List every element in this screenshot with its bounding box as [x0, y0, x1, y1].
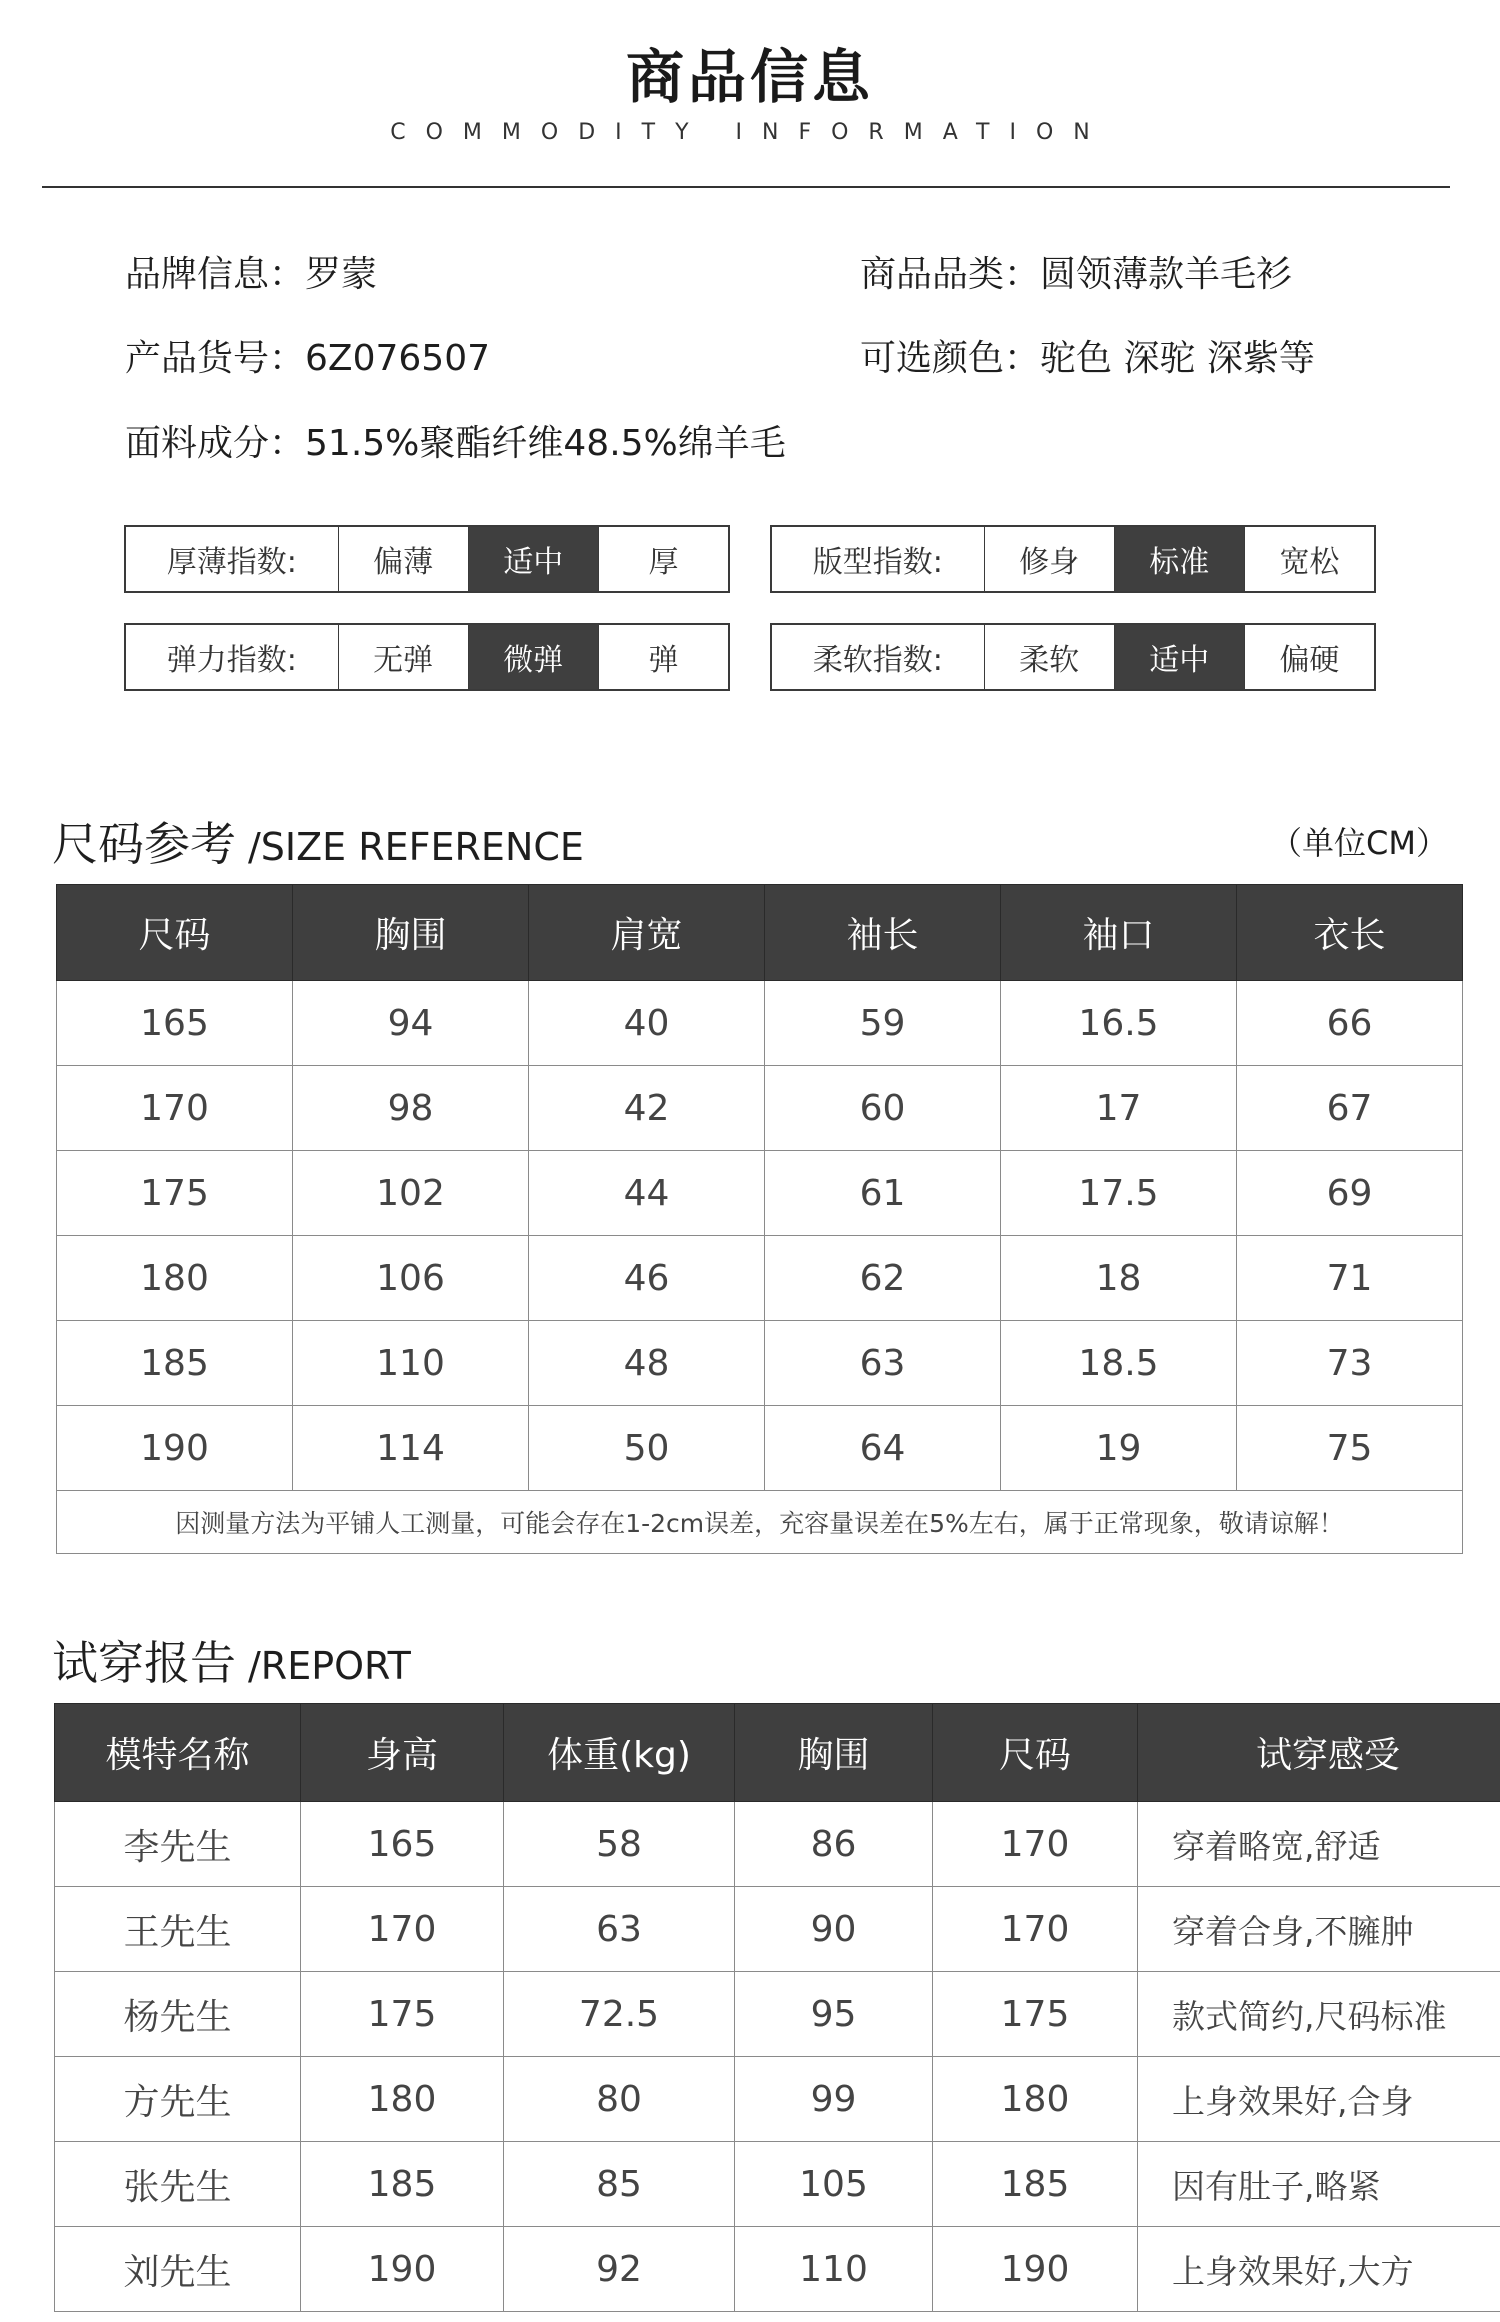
index-option: 修身	[984, 527, 1114, 591]
fabric-value: 51.5%聚酯纤维48.5%绵羊毛	[305, 423, 786, 464]
table-cell: 66	[1237, 981, 1463, 1066]
table-cell: 180	[57, 1236, 293, 1321]
table-row	[57, 1236, 1463, 1321]
softness-index	[770, 623, 1376, 691]
table-cell: 63	[765, 1321, 1001, 1406]
table-cell: 18.5	[1001, 1321, 1237, 1406]
brand-value: 罗蒙	[305, 254, 378, 295]
index-option: 偏薄	[338, 527, 468, 591]
table-cell: 18	[1001, 1236, 1237, 1321]
size-title-cn: 尺码参考	[52, 817, 236, 871]
index-label: 厚薄指数:	[166, 545, 297, 580]
table-cell: 110	[293, 1321, 529, 1406]
size-title-en: /SIZE REFERENCE	[248, 825, 584, 869]
table-cell: 92	[504, 2227, 735, 2312]
table-cell: 48	[529, 1321, 765, 1406]
color-label: 可选颜色：	[860, 338, 1041, 379]
size-section-title	[52, 808, 584, 874]
index-option: 柔软	[984, 625, 1114, 689]
header-divider	[42, 186, 1450, 188]
unit-label: （单位CM）	[1270, 824, 1448, 862]
table-cell: 44	[529, 1151, 765, 1236]
table-cell: 42	[529, 1066, 765, 1151]
table-cell: 190	[933, 2227, 1138, 2312]
table-cell: 102	[293, 1151, 529, 1236]
code-value: 6Z076507	[305, 338, 491, 379]
table-cell: 165	[301, 1802, 504, 1887]
table-row	[55, 1887, 1500, 1972]
table-cell: 105	[735, 2142, 933, 2227]
table-cell: 190	[301, 2227, 504, 2312]
color-info	[860, 330, 1315, 381]
table-cell: 64	[765, 1406, 1001, 1491]
fabric-label: 面料成分：	[125, 423, 306, 464]
index-option: 微弹	[468, 625, 598, 689]
code-info	[125, 330, 490, 381]
index-option: 无弹	[338, 625, 468, 689]
index-option: 标准	[1114, 527, 1244, 591]
index-label: 弹力指数:	[166, 643, 297, 678]
index-option: 适中	[1114, 625, 1244, 689]
table-cell: 71	[1237, 1236, 1463, 1321]
table-cell: 17.5	[1001, 1151, 1237, 1236]
report-table	[54, 1703, 1500, 2312]
table-cell: 王先生	[55, 1887, 301, 1972]
elasticity-index	[124, 623, 730, 691]
table-cell: 180	[933, 2057, 1138, 2142]
table-cell: 165	[57, 981, 293, 1066]
report-title-en: /REPORT	[248, 1644, 411, 1688]
report-title-cn: 试穿报告	[52, 1636, 236, 1690]
index-option: 厚	[598, 527, 728, 591]
table-cell: 因有肚子,略紧	[1138, 2142, 1500, 2227]
column-header: 肩宽	[529, 885, 765, 981]
table-cell: 85	[504, 2142, 735, 2227]
column-header: 袖口	[1001, 885, 1237, 981]
code-label: 产品货号：	[125, 338, 306, 379]
table-cell: 穿着合身,不臃肿	[1138, 1887, 1500, 1972]
table-cell: 175	[301, 1972, 504, 2057]
table-cell: 59	[765, 981, 1001, 1066]
table-cell: 73	[1237, 1321, 1463, 1406]
table-cell: 李先生	[55, 1802, 301, 1887]
table-cell: 86	[735, 1802, 933, 1887]
table-cell: 刘先生	[55, 2227, 301, 2312]
column-header: 尺码	[57, 885, 293, 981]
column-header: 体重(kg)	[504, 1704, 735, 1802]
table-cell: 款式简约,尺码标准	[1138, 1972, 1500, 2057]
measurement-note: 因测量方法为平铺人工测量，可能会存在1-2cm误差，充容量误差在5%左右，属于正常现象，敬请谅解！	[57, 1491, 1463, 1554]
table-row	[55, 2142, 1500, 2227]
table-cell: 170	[933, 1802, 1138, 1887]
table-cell: 95	[735, 1972, 933, 2057]
index-option: 宽松	[1244, 527, 1374, 591]
table-cell: 张先生	[55, 2142, 301, 2227]
table-row	[57, 981, 1463, 1066]
table-row	[57, 1066, 1463, 1151]
table-cell: 50	[529, 1406, 765, 1491]
size-table-header	[57, 885, 1463, 981]
table-cell: 上身效果好,大方	[1138, 2227, 1500, 2312]
fit-index	[770, 525, 1376, 593]
table-cell: 170	[57, 1066, 293, 1151]
table-cell: 185	[57, 1321, 293, 1406]
column-header: 胸围	[735, 1704, 933, 1802]
table-cell: 58	[504, 1802, 735, 1887]
table-cell: 190	[57, 1406, 293, 1491]
table-cell: 170	[301, 1887, 504, 1972]
index-label: 柔软指数:	[812, 643, 943, 678]
table-cell: 61	[765, 1151, 1001, 1236]
table-cell: 46	[529, 1236, 765, 1321]
column-header: 衣长	[1237, 885, 1463, 981]
page-subtitle: COMMODITY INFORMATION	[390, 120, 1110, 145]
table-cell: 40	[529, 981, 765, 1066]
size-table	[56, 884, 1463, 1554]
index-label: 版型指数:	[812, 545, 943, 580]
table-row	[57, 1321, 1463, 1406]
table-cell: 185	[301, 2142, 504, 2227]
table-row	[55, 1972, 1500, 2057]
table-cell: 170	[933, 1887, 1138, 1972]
category-info	[860, 246, 1292, 297]
report-table-header	[55, 1704, 1500, 1802]
index-option: 适中	[468, 527, 598, 591]
table-cell: 175	[57, 1151, 293, 1236]
table-cell: 上身效果好,合身	[1138, 2057, 1500, 2142]
table-cell: 98	[293, 1066, 529, 1151]
brand-label: 品牌信息：	[125, 254, 306, 295]
page-title: 商品信息	[625, 43, 874, 111]
column-header: 模特名称	[55, 1704, 301, 1802]
table-row	[55, 2057, 1500, 2142]
column-header: 尺码	[933, 1704, 1138, 1802]
fabric-info	[125, 415, 786, 466]
table-cell: 17	[1001, 1066, 1237, 1151]
table-cell: 94	[293, 981, 529, 1066]
column-header: 胸围	[293, 885, 529, 981]
category-value: 圆领薄款羊毛衫	[1040, 254, 1293, 295]
table-cell: 106	[293, 1236, 529, 1321]
table-row	[57, 1491, 1463, 1554]
table-cell: 75	[1237, 1406, 1463, 1491]
column-header: 袖长	[765, 885, 1001, 981]
table-cell: 62	[765, 1236, 1001, 1321]
table-cell: 114	[293, 1406, 529, 1491]
table-cell: 185	[933, 2142, 1138, 2227]
table-cell: 99	[735, 2057, 933, 2142]
brand-info	[125, 246, 377, 297]
table-cell: 90	[735, 1887, 933, 1972]
column-header: 试穿感受	[1138, 1704, 1500, 1802]
category-label: 商品品类：	[860, 254, 1041, 295]
report-section-title	[52, 1627, 411, 1693]
thickness-index	[124, 525, 730, 593]
table-cell: 80	[504, 2057, 735, 2142]
table-cell: 穿着略宽,舒适	[1138, 1802, 1500, 1887]
table-cell: 杨先生	[55, 1972, 301, 2057]
table-cell: 69	[1237, 1151, 1463, 1236]
table-cell: 方先生	[55, 2057, 301, 2142]
table-row	[55, 2227, 1500, 2312]
table-row	[57, 1151, 1463, 1236]
table-cell: 175	[933, 1972, 1138, 2057]
table-row	[55, 1802, 1500, 1887]
index-option: 偏硬	[1244, 625, 1374, 689]
table-cell: 72.5	[504, 1972, 735, 2057]
table-cell: 67	[1237, 1066, 1463, 1151]
color-value: 驼色 深驼 深紫等	[1040, 338, 1315, 379]
index-option: 弹	[598, 625, 728, 689]
table-cell: 110	[735, 2227, 933, 2312]
table-cell: 60	[765, 1066, 1001, 1151]
table-row	[57, 1406, 1463, 1491]
table-cell: 16.5	[1001, 981, 1237, 1066]
table-cell: 19	[1001, 1406, 1237, 1491]
table-cell: 63	[504, 1887, 735, 1972]
table-cell: 180	[301, 2057, 504, 2142]
column-header: 身高	[301, 1704, 504, 1802]
